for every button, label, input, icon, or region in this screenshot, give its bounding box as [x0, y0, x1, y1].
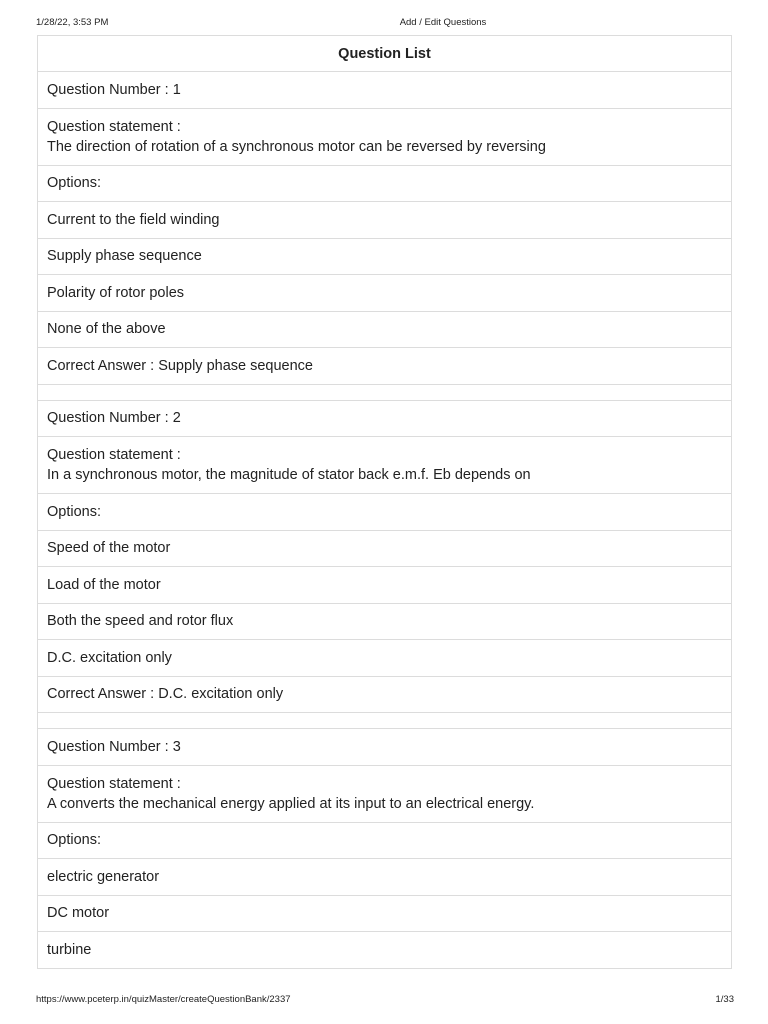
option-item: electric generator	[38, 859, 731, 896]
option-item: DC motor	[38, 896, 731, 933]
correct-answer: Correct Answer : D.C. excitation only	[38, 677, 731, 714]
print-datetime: 1/28/22, 3:53 PM	[36, 17, 109, 28]
option-item: None of the above	[38, 312, 731, 349]
question-statement-label: Question statement :	[47, 118, 181, 135]
option-item: Speed of the motor	[38, 531, 731, 568]
correct-answer: Correct Answer : Supply phase sequence	[38, 348, 731, 385]
question-statement-label: Question statement :	[47, 775, 181, 792]
options-label: Options:	[38, 494, 731, 531]
question-statement-cell	[38, 437, 731, 494]
option-item: Supply phase sequence	[38, 239, 731, 276]
question-statement-label: Question statement :	[47, 447, 181, 463]
option-item: Load of the motor	[38, 567, 731, 604]
question-statement-text: A converts the mechanical energy applied at its input to an electrical energy.	[47, 795, 535, 812]
print-page-count: 1/33	[715, 994, 734, 1005]
question-statement-text: In a synchronous motor, the magnitude of stator back e.m.f. Eb depends on	[47, 467, 531, 483]
question-separator	[38, 385, 731, 401]
question-separator	[38, 713, 731, 729]
question-statement-cell	[38, 109, 731, 166]
print-header	[0, 17, 768, 31]
question-list-heading: Question List	[38, 36, 731, 72]
question-number: Question Number : 3	[38, 729, 731, 766]
option-item: Current to the field winding	[38, 202, 731, 239]
option-item: D.C. excitation only	[38, 640, 731, 677]
print-url: https://www.pceterp.in/quizMaster/createQuestionBank/2337	[36, 994, 291, 1005]
option-item: Polarity of rotor poles	[38, 275, 731, 312]
question-list-table	[37, 35, 732, 969]
question-number: Question Number : 2	[38, 401, 731, 438]
print-footer	[0, 994, 768, 1008]
option-item: Both the speed and rotor flux	[38, 604, 731, 641]
option-item: turbine	[38, 932, 731, 969]
print-page-title: Add / Edit Questions	[399, 17, 487, 28]
options-label: Options:	[38, 823, 731, 860]
question-number: Question Number : 1	[38, 72, 731, 109]
question-statement-cell	[38, 766, 731, 823]
options-label: Options:	[38, 166, 731, 203]
question-statement-text: The direction of rotation of a synchronous motor can be reversed by reversing	[47, 138, 546, 155]
